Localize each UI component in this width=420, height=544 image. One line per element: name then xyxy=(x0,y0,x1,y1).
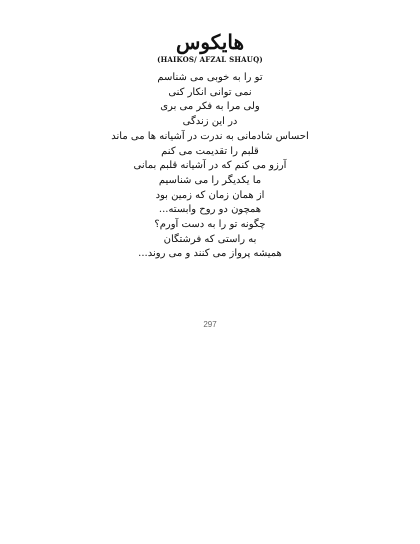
verse-line: همیشه پرواز می کنند و می روند... xyxy=(138,248,282,260)
verse-line: ولی مرا به فکر می بری xyxy=(160,101,260,113)
poem-body xyxy=(0,71,420,262)
poem-subtitle: (HAIKOS/ AFZAL SHAUQ) xyxy=(157,55,263,64)
page-number: 297 xyxy=(203,320,217,329)
verse-line: آرزو می کنم که در آشیانه قلبم بمانی xyxy=(133,160,287,172)
verse-line: احساس شادمانی به ندرت در آشیانه ها می ماند xyxy=(111,130,309,142)
verse-line: قلبم را تقدیمت می کنم xyxy=(161,145,259,157)
verse-line: از همان زمان که زمین بود xyxy=(155,189,265,201)
verse-line: همچون دو روح وابسته... xyxy=(158,204,262,216)
verse-line: در این زندگی xyxy=(182,116,238,128)
verse-line: تو را به خوبی می شناسم xyxy=(157,72,263,83)
poem-title: هایکوس xyxy=(176,30,244,54)
verse-line: ما یکدیگر را می شناسیم xyxy=(158,174,262,186)
verse-line: به راستی که فرشتگان xyxy=(163,233,257,245)
verse-line: چگونه تو را به دست آورم؟ xyxy=(154,219,266,231)
verse-line: نمی توانی انکار کنی xyxy=(168,86,252,98)
